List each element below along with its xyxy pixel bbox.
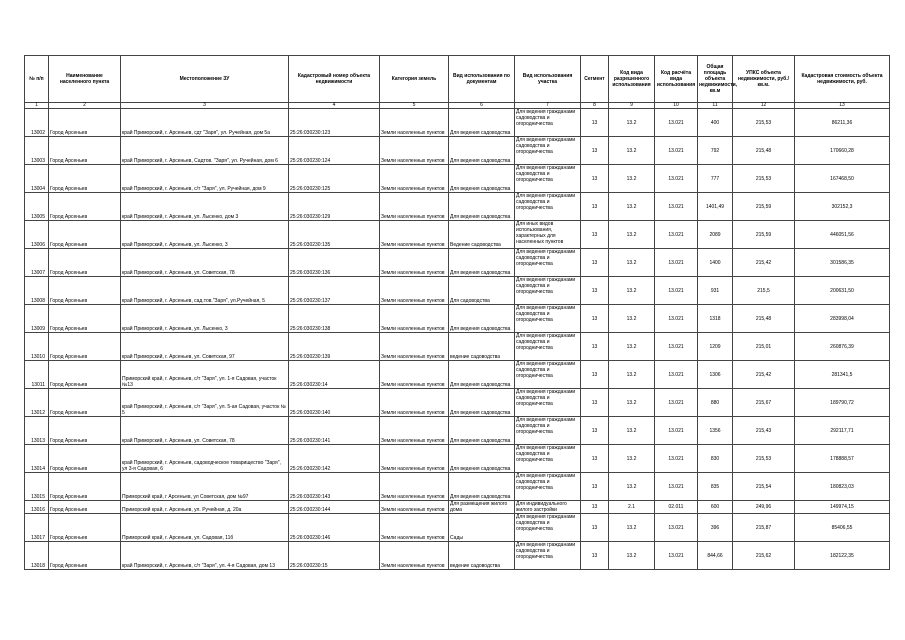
column-header: Вид использования по документам bbox=[449, 56, 515, 103]
segment: 13 bbox=[581, 305, 609, 333]
plot-use: Для ведения гражданами садоводства и огородничества bbox=[515, 305, 581, 333]
land-category: Земли населенных пунктов bbox=[380, 165, 449, 193]
calc-code: 13.021 bbox=[655, 333, 698, 361]
settlement-name: Город Арсеньев bbox=[49, 137, 121, 165]
land-category: Земли населенных пунктов bbox=[380, 514, 449, 542]
segment: 13 bbox=[581, 417, 609, 445]
land-location: Приморский край, г Арсеньев, ул Советская, дом №97 bbox=[121, 473, 289, 501]
land-category: Земли населенных пунктов bbox=[380, 417, 449, 445]
land-location: край Приморский, г. Арсеньев, ул. Советская, 78 bbox=[121, 249, 289, 277]
settlement-name: Город Арсеньев bbox=[49, 514, 121, 542]
row-number: 13017 bbox=[25, 514, 49, 542]
row-number: 13005 bbox=[25, 193, 49, 221]
row-number: 13010 bbox=[25, 333, 49, 361]
cadastral-number: 25:26:030230:141 bbox=[289, 417, 380, 445]
calc-code: 13.021 bbox=[655, 193, 698, 221]
row-number: 13012 bbox=[25, 389, 49, 417]
upks-value: 215,01 bbox=[733, 333, 795, 361]
permitted-use-code: 13.2 bbox=[609, 445, 655, 473]
segment: 13 bbox=[581, 542, 609, 570]
column-number: 6 bbox=[449, 103, 515, 109]
upks-value: 215,53 bbox=[733, 109, 795, 137]
total-area: 835 bbox=[698, 473, 733, 501]
cadastral-cost: 178888,57 bbox=[795, 445, 890, 473]
land-category: Земли населенных пунктов bbox=[380, 277, 449, 305]
plot-use: Для ведения гражданами садоводства и огородничества bbox=[515, 277, 581, 305]
permitted-use-code: 2.1 bbox=[609, 501, 655, 514]
plot-use: Для ведения гражданами садоводства и огородничества bbox=[515, 445, 581, 473]
plot-use: Для ведения гражданами садоводства и огородничества bbox=[515, 417, 581, 445]
plot-use: Для ведения гражданами садоводства и огородничества bbox=[515, 542, 581, 570]
total-area: 830 bbox=[698, 445, 733, 473]
upks-value: 215,53 bbox=[733, 165, 795, 193]
cadastral-number: 25:26:030230:14 bbox=[289, 361, 380, 389]
plot-use: Для ведения гражданами садоводства и огородничества bbox=[515, 389, 581, 417]
documented-use: Для ведения садоводства bbox=[449, 193, 515, 221]
documented-use: Для ведения садоводства bbox=[449, 389, 515, 417]
calc-code: 02.011 bbox=[655, 501, 698, 514]
table-row bbox=[25, 389, 890, 417]
settlement-name: Город Арсеньев bbox=[49, 193, 121, 221]
column-number: 9 bbox=[609, 103, 655, 109]
upks-value: 215,54 bbox=[733, 473, 795, 501]
permitted-use-code: 13.2 bbox=[609, 333, 655, 361]
calc-code: 13.021 bbox=[655, 137, 698, 165]
land-location: край Приморский, г. Арсеньев, ул. Лысенко, 3 bbox=[121, 305, 289, 333]
land-location: край Приморский, г. Арсеньев, ул. Лысенко, 3 bbox=[121, 221, 289, 249]
cadastral-cost: 200631,50 bbox=[795, 277, 890, 305]
settlement-name: Город Арсеньев bbox=[49, 165, 121, 193]
calc-code: 13.021 bbox=[655, 277, 698, 305]
total-area: 880 bbox=[698, 389, 733, 417]
permitted-use-code: 13.2 bbox=[609, 389, 655, 417]
row-number: 13006 bbox=[25, 221, 49, 249]
column-header: Местоположение ЗУ bbox=[121, 56, 289, 103]
row-number: 13004 bbox=[25, 165, 49, 193]
cadastral-cost: 283998,04 bbox=[795, 305, 890, 333]
segment: 13 bbox=[581, 361, 609, 389]
column-header: Кадастровый номер объекта недвижимости bbox=[289, 56, 380, 103]
total-area: 1356 bbox=[698, 417, 733, 445]
permitted-use-code: 13.2 bbox=[609, 277, 655, 305]
plot-use: Для ведения гражданами садоводства и огородничества bbox=[515, 249, 581, 277]
permitted-use-code: 13.2 bbox=[609, 165, 655, 193]
upks-value: 215,48 bbox=[733, 305, 795, 333]
segment: 13 bbox=[581, 501, 609, 514]
plot-use: Для ведения гражданами садоводства и огородничества bbox=[515, 514, 581, 542]
cadastral-cost: 182122,35 bbox=[795, 542, 890, 570]
cadastral-value-table bbox=[24, 55, 890, 570]
permitted-use-code: 13.2 bbox=[609, 249, 655, 277]
column-header: № п/п bbox=[25, 56, 49, 103]
land-location: край Приморский, г. Арсеньев, садоводческое товарищество "Заря", ул 3-я Садовая, 6 bbox=[121, 445, 289, 473]
table-row bbox=[25, 221, 890, 249]
permitted-use-code: 13.2 bbox=[609, 473, 655, 501]
cadastral-number: 25:26:030230:123 bbox=[289, 109, 380, 137]
documented-use: Для размещения жилого дома bbox=[449, 501, 515, 514]
plot-use: Для ведения гражданами садоводства и огородничества bbox=[515, 361, 581, 389]
calc-code: 13.021 bbox=[655, 473, 698, 501]
calc-code: 13.021 bbox=[655, 109, 698, 137]
total-area: 777 bbox=[698, 165, 733, 193]
land-category: Земли населенных пунктов bbox=[380, 361, 449, 389]
segment: 13 bbox=[581, 109, 609, 137]
settlement-name: Город Арсеньев bbox=[49, 109, 121, 137]
upks-value: 215,59 bbox=[733, 193, 795, 221]
documented-use: Для ведения садоводства bbox=[449, 137, 515, 165]
segment: 13 bbox=[581, 249, 609, 277]
plot-use: Для ведения гражданами садоводства и огородничества bbox=[515, 473, 581, 501]
documented-use: ведение садоводства bbox=[449, 542, 515, 570]
row-number: 13011 bbox=[25, 361, 49, 389]
land-location: край Приморский, г. Арсеньев, с/т "Заря", ул. 4-я Садовая, дом 13 bbox=[121, 542, 289, 570]
cadastral-cost: 446051,56 bbox=[795, 221, 890, 249]
settlement-name: Город Арсеньев bbox=[49, 305, 121, 333]
total-area: 844,66 bbox=[698, 542, 733, 570]
plot-use: Для ведения гражданами садоводства и огородничества bbox=[515, 109, 581, 137]
land-location: край Приморский, г. Арсеньев, Садтов. "Заря", ул. Ручейная, дом 6 bbox=[121, 137, 289, 165]
cadastral-number: 25:26:030230:129 bbox=[289, 193, 380, 221]
cadastral-number: 25:26:030230:140 bbox=[289, 389, 380, 417]
settlement-name: Город Арсеньев bbox=[49, 277, 121, 305]
total-area: 1401,49 bbox=[698, 193, 733, 221]
calc-code: 13.021 bbox=[655, 249, 698, 277]
cadastral-number: 25:26:030230:144 bbox=[289, 501, 380, 514]
row-number: 13009 bbox=[25, 305, 49, 333]
segment: 13 bbox=[581, 389, 609, 417]
settlement-name: Город Арсеньев bbox=[49, 501, 121, 514]
settlement-name: Город Арсеньев bbox=[49, 221, 121, 249]
land-category: Земли населенных пунктов bbox=[380, 109, 449, 137]
column-header: Категория земель bbox=[380, 56, 449, 103]
row-number: 13013 bbox=[25, 417, 49, 445]
cadastral-cost: 260876,39 bbox=[795, 333, 890, 361]
calc-code: 13.021 bbox=[655, 445, 698, 473]
column-number: 5 bbox=[380, 103, 449, 109]
land-category: Земли населенных пунктов bbox=[380, 542, 449, 570]
cadastral-number: 25:26:030230:146 bbox=[289, 514, 380, 542]
column-number: 1 bbox=[25, 103, 49, 109]
column-number: 12 bbox=[733, 103, 795, 109]
cadastral-cost: 85406,55 bbox=[795, 514, 890, 542]
documented-use: Для ведения садоводства bbox=[449, 473, 515, 501]
plot-use: Для ведения гражданами садоводства и огородничества bbox=[515, 137, 581, 165]
land-category: Земли населенных пунктов bbox=[380, 305, 449, 333]
calc-code: 13.021 bbox=[655, 361, 698, 389]
documented-use: Для ведения садоводства bbox=[449, 109, 515, 137]
land-category: Земли населенных пунктов bbox=[380, 389, 449, 417]
land-location: край Приморский, г. Арсеньев, сдт "Заря", ул. Ручейная, дом 5а bbox=[121, 109, 289, 137]
upks-value: 215,53 bbox=[733, 445, 795, 473]
segment: 13 bbox=[581, 193, 609, 221]
land-category: Земли населенных пунктов bbox=[380, 249, 449, 277]
settlement-name: Город Арсеньев bbox=[49, 333, 121, 361]
segment: 13 bbox=[581, 445, 609, 473]
segment: 13 bbox=[581, 137, 609, 165]
settlement-name: Город Арсеньев bbox=[49, 361, 121, 389]
plot-use: Для индивидуального жилого застройки bbox=[515, 501, 581, 514]
cadastral-number: 25:26:030230:142 bbox=[289, 445, 380, 473]
table-row bbox=[25, 514, 890, 542]
total-area: 396 bbox=[698, 514, 733, 542]
land-location: край Приморский, г. Арсеньев, с/т "Заря", ул. Ручейная, дом 9 bbox=[121, 165, 289, 193]
land-category: Земли населенных пунктов bbox=[380, 501, 449, 514]
calc-code: 13.021 bbox=[655, 389, 698, 417]
cadastral-cost: 301586,35 bbox=[795, 249, 890, 277]
column-header: Код вида разрешенного использования bbox=[609, 56, 655, 103]
column-header: Кадастровая стоимость объекта недвижимости, руб. bbox=[795, 56, 890, 103]
row-number: 13015 bbox=[25, 473, 49, 501]
column-number: 7 bbox=[515, 103, 581, 109]
upks-value: 215,87 bbox=[733, 514, 795, 542]
table-row bbox=[25, 361, 890, 389]
land-location: Приморский край, г. Арсеньев, ул. Садовая, 11б bbox=[121, 514, 289, 542]
permitted-use-code: 13.2 bbox=[609, 361, 655, 389]
cadastral-number: 25:26:030230:138 bbox=[289, 305, 380, 333]
settlement-name: Город Арсеньев bbox=[49, 389, 121, 417]
segment: 13 bbox=[581, 277, 609, 305]
column-number: 10 bbox=[655, 103, 698, 109]
cadastral-cost: 281341,5 bbox=[795, 361, 890, 389]
upks-value: 215,67 bbox=[733, 389, 795, 417]
documented-use: Для ведения садоводства bbox=[449, 249, 515, 277]
land-category: Земли населенных пунктов bbox=[380, 445, 449, 473]
settlement-name: Город Арсеньев bbox=[49, 249, 121, 277]
plot-use: Для ведения гражданами садоводства и огородничества bbox=[515, 165, 581, 193]
settlement-name: Город Арсеньев bbox=[49, 417, 121, 445]
table-row bbox=[25, 193, 890, 221]
row-number: 13003 bbox=[25, 137, 49, 165]
segment: 13 bbox=[581, 221, 609, 249]
plot-use: Для ведения гражданами садоводства и огородничества bbox=[515, 193, 581, 221]
table-row bbox=[25, 445, 890, 473]
table-body bbox=[25, 109, 890, 570]
calc-code: 13.021 bbox=[655, 417, 698, 445]
table-row bbox=[25, 277, 890, 305]
settlement-name: Город Арсеньев bbox=[49, 473, 121, 501]
row-number: 13018 bbox=[25, 542, 49, 570]
calc-code: 13.021 bbox=[655, 165, 698, 193]
total-area: 600 bbox=[698, 501, 733, 514]
land-category: Земли населенных пунктов bbox=[380, 221, 449, 249]
upks-value: 215,43 bbox=[733, 417, 795, 445]
column-header: Сегмент bbox=[581, 56, 609, 103]
land-category: Земли населенных пунктов bbox=[380, 333, 449, 361]
total-area: 1306 bbox=[698, 361, 733, 389]
cadastral-cost: 149974,15 bbox=[795, 501, 890, 514]
permitted-use-code: 13.2 bbox=[609, 193, 655, 221]
permitted-use-code: 13.2 bbox=[609, 305, 655, 333]
documented-use: Для ведения садоводства bbox=[449, 445, 515, 473]
calc-code: 13.021 bbox=[655, 542, 698, 570]
table-row bbox=[25, 109, 890, 137]
total-area: 792 bbox=[698, 137, 733, 165]
cadastral-number: 25:26:030230:143 bbox=[289, 473, 380, 501]
documented-use: Сады bbox=[449, 514, 515, 542]
cadastral-cost: 292117,71 bbox=[795, 417, 890, 445]
column-number: 13 bbox=[795, 103, 890, 109]
cadastral-number: 25:26:030230:136 bbox=[289, 249, 380, 277]
column-number: 11 bbox=[698, 103, 733, 109]
permitted-use-code: 13.2 bbox=[609, 137, 655, 165]
calc-code: 13.021 bbox=[655, 305, 698, 333]
total-area: 1400 bbox=[698, 249, 733, 277]
plot-use: Для иных видов использования, характерных для населенных пунктов bbox=[515, 221, 581, 249]
upks-value: 215,42 bbox=[733, 361, 795, 389]
cadastral-number: 25:26:030230:124 bbox=[289, 137, 380, 165]
permitted-use-code: 13.2 bbox=[609, 417, 655, 445]
cadastral-number: 25:26:030230:135 bbox=[289, 221, 380, 249]
row-number: 13008 bbox=[25, 277, 49, 305]
table-row bbox=[25, 417, 890, 445]
settlement-name: Город Арсеньев bbox=[49, 542, 121, 570]
column-header: Вид использования участка bbox=[515, 56, 581, 103]
table-row bbox=[25, 249, 890, 277]
settlement-name: Город Арсеньев bbox=[49, 445, 121, 473]
documented-use: Для ведения садоводства bbox=[449, 417, 515, 445]
cadastral-number: 25:26:030230:139 bbox=[289, 333, 380, 361]
segment: 13 bbox=[581, 333, 609, 361]
total-area: 2089 bbox=[698, 221, 733, 249]
land-location: край Приморский, г. Арсеньев, сад.тов."Заря", ул.Ручейная, 5 bbox=[121, 277, 289, 305]
segment: 13 bbox=[581, 165, 609, 193]
permitted-use-code: 13.2 bbox=[609, 542, 655, 570]
land-location: край Приморский, г. Арсеньев, ул. Лысенко, дом 3 bbox=[121, 193, 289, 221]
upks-value: 215,5 bbox=[733, 277, 795, 305]
land-location: Приморский край, г. Арсеньев, с/т "Заря", ул. 1-я Садовая, участок №13 bbox=[121, 361, 289, 389]
upks-value: 215,62 bbox=[733, 542, 795, 570]
total-area: 400 bbox=[698, 109, 733, 137]
row-number: 13007 bbox=[25, 249, 49, 277]
table-row bbox=[25, 473, 890, 501]
cadastral-number: 25:26:030230:15 bbox=[289, 542, 380, 570]
documented-use: Для ведения садоводства bbox=[449, 165, 515, 193]
land-category: Земли населенных пунктов bbox=[380, 193, 449, 221]
upks-value: 215,42 bbox=[733, 249, 795, 277]
documented-use: ведение садоводства bbox=[449, 333, 515, 361]
land-location: край Приморский, г. Арсеньев, ул. Советская, 97 bbox=[121, 333, 289, 361]
table-row bbox=[25, 542, 890, 570]
cadastral-cost: 167468,50 bbox=[795, 165, 890, 193]
plot-use: Для ведения гражданами садоводства и огородничества bbox=[515, 333, 581, 361]
table-row bbox=[25, 501, 890, 514]
land-category: Земли населенных пунктов bbox=[380, 137, 449, 165]
segment: 13 bbox=[581, 473, 609, 501]
total-area: 931 bbox=[698, 277, 733, 305]
permitted-use-code: 13.2 bbox=[609, 514, 655, 542]
column-header: Общая площадь объекта недвижимости, кв.м bbox=[698, 56, 733, 103]
calc-code: 13.021 bbox=[655, 221, 698, 249]
cadastral-cost: 302152,3 bbox=[795, 193, 890, 221]
cadastral-cost: 86211,36 bbox=[795, 109, 890, 137]
total-area: 1318 bbox=[698, 305, 733, 333]
land-category: Земли населенных пунктов bbox=[380, 473, 449, 501]
row-number: 13014 bbox=[25, 445, 49, 473]
cadastral-cost: 189790,72 bbox=[795, 389, 890, 417]
table-header-row bbox=[25, 56, 890, 103]
row-number: 13002 bbox=[25, 109, 49, 137]
documented-use: Для садоводства bbox=[449, 277, 515, 305]
calc-code: 13.021 bbox=[655, 514, 698, 542]
land-location: Приморский край, г. Арсеньев, ул. Ручейная, д. 20а bbox=[121, 501, 289, 514]
column-header: Код расчёта вида использования bbox=[655, 56, 698, 103]
documented-use: Ведение садоводства bbox=[449, 221, 515, 249]
cadastral-number: 25:26:030230:125 bbox=[289, 165, 380, 193]
documented-use: Для ведения садоводства bbox=[449, 305, 515, 333]
table-row bbox=[25, 305, 890, 333]
table-row bbox=[25, 137, 890, 165]
upks-value: 215,59 bbox=[733, 221, 795, 249]
column-number: 3 bbox=[121, 103, 289, 109]
table-row bbox=[25, 165, 890, 193]
column-number: 2 bbox=[49, 103, 121, 109]
cadastral-number: 25:26:030230:137 bbox=[289, 277, 380, 305]
cadastral-cost: 180823,03 bbox=[795, 473, 890, 501]
column-header: УПКС объекта недвижимости, руб./кв.м. bbox=[733, 56, 795, 103]
documented-use: Для ведения садоводства bbox=[449, 361, 515, 389]
row-number: 13016 bbox=[25, 501, 49, 514]
column-number: 8 bbox=[581, 103, 609, 109]
column-header: Наименование населенного пункта bbox=[49, 56, 121, 103]
total-area: 1209 bbox=[698, 333, 733, 361]
land-location: край Приморский, г. Арсеньев, с/т "Заря", ул. 5-ая Садовая, участок № 5 bbox=[121, 389, 289, 417]
table-row bbox=[25, 333, 890, 361]
permitted-use-code: 13.2 bbox=[609, 109, 655, 137]
cadastral-cost: 170660,28 bbox=[795, 137, 890, 165]
upks-value: 249,96 bbox=[733, 501, 795, 514]
upks-value: 215,48 bbox=[733, 137, 795, 165]
column-number: 4 bbox=[289, 103, 380, 109]
segment: 13 bbox=[581, 514, 609, 542]
land-location: край Приморский, г. Арсеньев, ул. Советская, 78 bbox=[121, 417, 289, 445]
permitted-use-code: 13.2 bbox=[609, 221, 655, 249]
